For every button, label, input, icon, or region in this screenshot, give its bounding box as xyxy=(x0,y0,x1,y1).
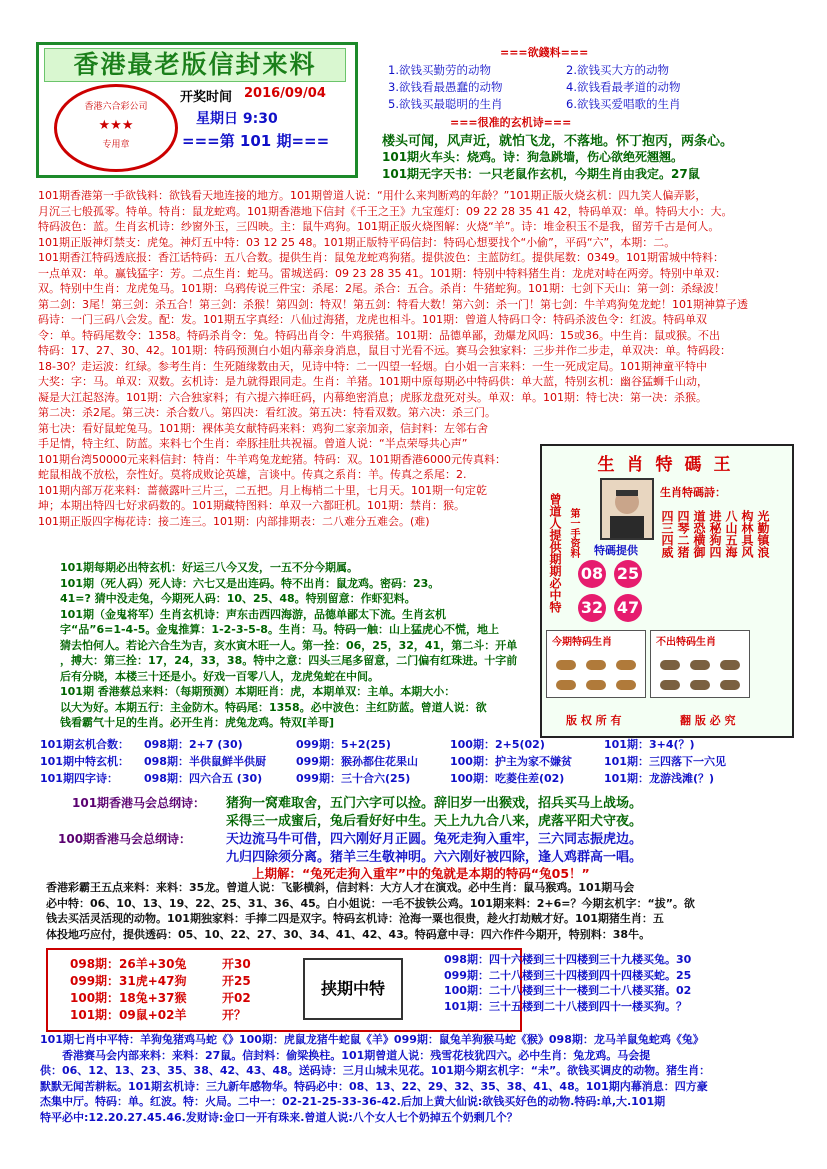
page-title: 香港最老版信封来料 xyxy=(44,48,346,82)
xuanji-cell: 099期：5+2(25) xyxy=(296,738,391,751)
main-line: 蛇鼠相战不放松，奈性好。莫将成败论英雄，言谈中。传真之系肖：羊。传真之系尾：2. xyxy=(38,468,467,481)
poem-heading: ===很准的玄机诗=== xyxy=(450,116,572,129)
floor-row: 099期：二十八楼到三十四楼到四十四楼买蛇。25 xyxy=(444,968,692,982)
poem101-label: 101期香港马会总纲诗： xyxy=(72,796,206,810)
poem-line-3: 101期无字天书：一只老鼠作玄机，今期生肖由我定。27鼠 xyxy=(382,167,700,181)
main-line: 手足情，特主红、防蓝。来料七个生肖：牵豚挂肚共祝福。曾道人说：“半点荣辱共心声” xyxy=(38,437,468,450)
xuanji-row xyxy=(40,753,800,770)
result-pick: 100期：18兔+37猴 xyxy=(70,991,187,1005)
result-row xyxy=(70,956,290,973)
draw-date: 2016/09/04 xyxy=(244,86,326,101)
special-label: 特碼提供 xyxy=(594,544,638,557)
poem101-line-1: 猪狗一窝难取舍，五门六字可以捡。辞旧岁一出猴戏，招兵买马上战场。 xyxy=(226,796,643,811)
horse-icon xyxy=(660,680,680,690)
money-item-5: 5.欲钱买最聪明的生肖 xyxy=(388,97,503,111)
excluded-zodiac-label: 不出特码生肖 xyxy=(656,637,716,648)
main-line: 大奖：字：马。单双：双数。玄机诗：是九就得跟同走。生肖：羊猪。101期中原每期必中特码供：单大蓝，特别玄机：幽谷猛蛳千山动， xyxy=(38,375,708,388)
xuanji-cell: 101期：龙游浅滩(？) xyxy=(604,772,715,785)
result-center-title: 挟期中特 xyxy=(303,958,403,1020)
number-ball: 47 xyxy=(614,594,642,622)
copyright-right: 翻 版 必 究 xyxy=(680,714,736,727)
main-line: 凝是大江起怒涛。101期：六合独家料；有六提六捧旺码，内幕绝密消息；虎豚龙盘死对头。单双：单。101期：特七决：第一决：杀猴。 xyxy=(38,390,707,404)
bottom-line: 101期七肖中平特：羊狗兔猪鸡马蛇《》100期：虎鼠龙猪牛蛇鼠《羊》099期：鼠兔羊狗猴马蛇《猴》098期：龙马羊鼠兔蛇鸡《兔》 xyxy=(40,1033,704,1046)
mid-line: 41=? 猜中没走兔，今期死人码：10、25、48。特别留意：作虾犯料。 xyxy=(60,592,416,605)
mid-line: 101期（金鬼将军）生肖玄机诗：声东击西四海游，品德单鄙太下流。生肖玄机 xyxy=(60,607,446,621)
copyright-left: 版 权 所 有 xyxy=(566,714,622,727)
xuanji-cell: 100期：护主为家不嫌贫 xyxy=(450,755,572,768)
main-line: 18-30？走运波：红绿。参考生肖：生死随缘数由天，见诗中特：二一四望一轻烟。白小姐一言来料：一生一死成定局。101期神童平特中 xyxy=(38,359,707,373)
panel-poem-col: 四琴二猪 xyxy=(676,510,690,558)
king-line: 必中特：06、10、13、19、22、25、31、36、45。白小姐说：一毛不拔铁公鸡。101期来料：2+6=？今期玄机字：“拔”。欲 xyxy=(46,896,695,910)
result-open: 开30 xyxy=(222,957,251,971)
mid-text-block xyxy=(60,560,530,731)
mid-line: 101期每期必出特玄机：好运三八今又发，一五不分今期属。 xyxy=(60,561,358,574)
main-line: 101期正版神灯禁支：虎兔。神灯五中特：03 12 25 48。101期正版特平码信封：特码心想要找个“小偷”，平码“六”，本期：二。 xyxy=(38,235,676,249)
xuanji-cell: 101期：3+4(？) xyxy=(604,738,695,751)
mid-line: 字“品”6=1-4-5。金鬼推算：1-2-3-5-8。生肖：马。特码一触：山上猛虎心不慌，地上 xyxy=(60,623,499,636)
company-seal xyxy=(54,84,178,172)
bottom-line: 默默无闻苦耕耘。101期玄机诗：三九新年感物华。特码必中：08、13、22、29、32、35、38、41、48。101期内幕消息：四方豪 xyxy=(40,1079,708,1093)
xuanji-table xyxy=(40,736,800,787)
king-text-block xyxy=(46,880,695,942)
main-line: 101期香江特码透底报：香江话特码：五八合数。提供生肖：鼠兔龙蛇鸡狗猪。提供波色：主蓝防红。提供尾数：0349。101期雷城中特料： xyxy=(38,251,724,264)
bottom-line: 杰集中厅。特码：单。红波。特：火局。二中一：02-21-25-33-36-42.后加上黄大仙说:欲钱买好色的动物.特码:单,大.101期 xyxy=(40,1095,666,1108)
rabbit-icon xyxy=(690,680,710,690)
goat-icon xyxy=(556,680,576,690)
result-pick: 098期：26羊+30兔 xyxy=(70,957,187,971)
tiger-icon xyxy=(720,660,740,670)
bottom-line: 特平必中:12.20.27.45.46.发财诗:金口一开有珠来.曾道人说:八个女人七个奶掉五个奶剩几个？ xyxy=(40,1110,518,1124)
number-ball: 08 xyxy=(578,560,606,588)
pig-icon xyxy=(586,680,606,690)
panel-poem-col: 进秘狗四 xyxy=(708,510,722,558)
poem-line-1: 楼头可闻，风声近，就怕飞龙，不落地。怀丁抱丙，两条心。 xyxy=(382,134,734,149)
panel-right-title: 生肖特碼詩： xyxy=(660,486,726,499)
mid-line: 猜去怕何人。若论六合生为吉，亥水寅木旺一人。第一拴：06，25，32，41，第二斗：开单 xyxy=(60,638,518,652)
floor-row: 098期：四十六楼到三十四楼到三十九楼买兔。30 xyxy=(444,953,692,966)
poem100-label: 100期香港马会总纲诗： xyxy=(58,832,192,846)
king-line: 体投地巧应付，提供透码：05、10、22、27、30、34、41、42、43。特码意中寻：四六作件今期开，特别料：38牛。 xyxy=(46,927,651,941)
main-line: 特码：17、27、30、42。101期：特码预测白小姐内幕亲身消息，鼠目寸光看不远。赛马会独家料：三步并作二步走，单双决：单。特码段： xyxy=(38,344,731,357)
result-open: 开02 xyxy=(222,991,251,1005)
poem101-line-2: 采得三一成蜜后，兔后看好好中生。天上九九合八来，虎落平阳犬守夜。 xyxy=(226,814,643,829)
money-item-6: 6.欲钱买爱唱歌的生肖 xyxy=(566,97,681,111)
mid-line: 钱看霸气十足的生肖。必开生肖：虎兔龙鸡。特双[羊哥] xyxy=(60,716,335,729)
poem100-line-2: 九归四除须分离。猪羊三生敬神明。六六刚好被四除，逢人鸡群高一唱。 xyxy=(226,850,643,865)
portrait-image xyxy=(600,478,654,540)
bottom-line: 供：06、12、13、23、35、38、42、43、48。送码诗：三月山城未见花。101期今期玄机字：“未”。欲钱买调皮的动物。猪生肖： xyxy=(40,1064,711,1077)
ox-icon xyxy=(586,660,606,670)
money-item-4: 4.欲钱看最孝道的动物 xyxy=(566,80,681,94)
today-zodiac-label: 今期特码生肖 xyxy=(552,637,612,648)
rooster-icon xyxy=(690,660,710,670)
result-open: 开25 xyxy=(222,974,251,988)
panel-poem-col: 四三四威 xyxy=(660,510,674,558)
monkey-icon xyxy=(660,660,680,670)
result-pick: 101期：09鼠+02羊 xyxy=(70,1008,187,1022)
number-ball: 32 xyxy=(578,594,606,622)
last-issue-answer: 上期解：“兔死走狗入重牢”中的兔就是本期的特码“兔05！” xyxy=(252,866,590,881)
issue-number: ===第 101 期=== xyxy=(182,132,330,150)
main-line: 特码波色：蓝。生肖玄机诗：纱窗外玉，三四映。主：鼠牛鸡狗。101期正版火烧图解：火烧“羊”。诗：堆金积玉不是我，留芳千古是何人。 xyxy=(38,220,720,233)
panel-title: 生肖特碼王 xyxy=(597,455,743,475)
seal-top-text: 香港六合彩公司 xyxy=(84,102,148,112)
xuanji-row xyxy=(40,736,800,753)
money-item-1: 1.欲钱买勤劳的动物 xyxy=(388,63,491,77)
seal-bottom-text: 专用章 xyxy=(102,140,130,150)
main-line: 双。特别中生肖：龙虎兔马。101期：乌鸦传说三件宝：杀尾：2尾。杀合：五合。杀肖：牛猪蛇狗。101期：七剑下天山：第一剑：杀绿波！ xyxy=(38,282,725,295)
bottom-text-block xyxy=(40,1032,710,1125)
result-left-rows xyxy=(70,956,290,1024)
dragon-icon xyxy=(616,660,636,670)
main-line: 令：单。特码尾数令：1358。特码杀肖令：兔。特码出肖令：牛鸡猴猪。101期：品德单鄙，劲爆龙风吗：15或36。中生肖：鼠或猴。不出 xyxy=(38,328,720,342)
dog-icon xyxy=(616,680,636,690)
main-line: 101期正版四字梅花诗：接二连三。101期：内部排期表：二八难分五难会。(难) xyxy=(38,514,430,528)
result-open: 开？ xyxy=(222,1008,247,1022)
panel-left-column: 曾道人提供期期必中特 xyxy=(548,493,562,613)
king-line: 香港彩霸王五点来料：来料：35龙。曾道人说：飞影横斜，信封料：大方人才在演戏。必中生肖：鼠马猴鸡。101期马会 xyxy=(46,881,635,894)
seal-stars: ★★★ xyxy=(98,118,134,133)
main-line: 坤；本期出特四七好求码数的。101期藏特图料：单双一六都旺机。101期：禁肖：猴。 xyxy=(38,499,465,512)
result-right-rows xyxy=(444,952,691,1014)
main-line: 第二决：杀2尾。第三决：杀合数八。第四决：看红波。第五决：特看双数。第六决：杀三门。 xyxy=(38,406,496,419)
main-line: 第七决：看好鼠蛇兔马。101期：裸体美女献特码来料：鸡狗二家亲加亲，信封料：左邻右舍 xyxy=(38,421,488,435)
xuanji-cell: 099期：猴孙都住花果山 xyxy=(296,755,418,768)
main-line: 101期香港第一手欲钱料：欲钱看天地连接的地方。101期曾道人说：“用什么来判断鸡的年龄？”101期正版火烧玄机：四九笑人偏弄影， xyxy=(38,189,707,202)
number-ball: 25 xyxy=(614,560,642,588)
mid-line: 以大为好。本期五行：主金防木。特码尾：1358。必中波色：主红防蓝。曾道人说：欲 xyxy=(60,700,487,714)
bottom-line: 香港赛马会内部来料：来料：27鼠。信封料：偷梁换柱。101期曾道人说：残雪花枝犹四六。必中生肖：兔龙鸡。马会提 xyxy=(62,1048,651,1062)
xuanji-cell: 098期：2+7 (30) xyxy=(144,738,243,751)
mid-line: 101期（死人码）死人诗：六七又是出连码。特不出肖：鼠龙鸡。密码：23。 xyxy=(60,576,440,590)
main-line: 月沉三七般孤零。特单。特肖：鼠龙蛇鸡。101期香港地下信封《千王之王》九宝莲灯：09 22 28 35 41 42，特码单双：单。特码大小：大。 xyxy=(38,204,733,218)
panel-poem-col: 构林具风 xyxy=(740,510,754,558)
xuanji-cell: 100期：2+5(02) xyxy=(450,738,545,751)
xuanji-cell: 101期：三四落下一六见 xyxy=(604,755,726,768)
poem-line-2: 101期火车头：烧鸡。诗：狗急跳墙，伤心欲绝死翘翘。 xyxy=(382,150,684,164)
xuanji-cell: 101期玄机合数： xyxy=(40,738,129,751)
xuanji-cell: 098期：半供鼠鲜半供厨 xyxy=(144,755,266,768)
rat-icon xyxy=(556,660,576,670)
draw-label: 开奖时间 xyxy=(180,90,233,105)
money-item-3: 3.欲钱看最愚蠢的动物 xyxy=(388,80,503,94)
main-line: 第二剑：3尾！第三剑：杀五合！第三剑：杀猴！第四剑：特双！第五剑：特看大数！第六剑：杀一门！第七剑：牛羊鸡狗兔龙蛇！101期神算子透 xyxy=(38,297,748,311)
panel-poem-col: 八山五海 xyxy=(724,510,738,558)
king-line: 钱去买活灵活现的动物。101期独家料：手捧二四是双字。特码玄机诗：沧海一粟也很贵，趁火打劫贼才好。101期猪生肖：五 xyxy=(46,912,664,925)
xuanji-cell: 101期中特玄机： xyxy=(40,755,129,768)
result-row xyxy=(70,1007,290,1024)
xuanji-cell: 100期：吃菱住差(02) xyxy=(450,772,565,785)
mid-line: 101期 香港蔡总来料：（每期预测）本期旺肖：虎，本期单双：主单。本期大小： xyxy=(60,685,456,698)
floor-row: 100期：二十八楼到三十一楼到二十八楼买猪。02 xyxy=(444,984,692,997)
mid-line: 后有分晓，本楼三十还是小。好戏一百零八人，龙虎兔蛇在中间。 xyxy=(60,669,379,683)
snake-icon xyxy=(720,680,740,690)
xuanji-cell: 099期：三十合六(25) xyxy=(296,772,411,785)
result-row xyxy=(70,973,290,990)
main-line: 一点单双：单。赢钱猛字：芳。二点生肖：蛇马。雷城送码：09 23 28 35 41。101期：特别中特料猪生肖：龙虎对峙在两旁。特别中单双： xyxy=(38,266,726,280)
floor-row: 101期：三十五楼到二十八楼到四十一楼买狗。？ xyxy=(444,999,687,1013)
mid-line: ，搏大：第三拴：17，24，33，38。特中之意：四头三尾多留意，二门偏有红珠进。十字前 xyxy=(60,654,518,667)
main-line: 码诗：一门三码八会发。配：发。101期五字真经：八仙过海猪，龙虎也相斗。101期：曾道人特码口令：特码杀波色令：红波。特码单双 xyxy=(38,313,707,326)
panel-poem-col: 光勤镇浪 xyxy=(756,510,770,558)
main-line: 101期内部万花来料：蔷薇露叶三片三，二五把。月上梅梢二十里，七月天。101期一句定乾 xyxy=(38,483,487,497)
result-pick: 099期：31虎+47狗 xyxy=(70,974,187,988)
result-row xyxy=(70,990,290,1007)
weekday-time: 星期日 9:30 xyxy=(196,111,278,127)
panel-side-label: 第一手资料 xyxy=(568,508,579,558)
money-item-2: 2.欲钱买大方的动物 xyxy=(566,63,669,77)
poem100-line-1: 天边流马牛可借，四六刚好月正圆。兔死走狗入重牢，三六同志振虎边。 xyxy=(226,832,643,847)
money-heading: ===欲錢料=== xyxy=(500,46,589,59)
xuanji-cell: 098期：四六合五 (30) xyxy=(144,772,263,785)
xuanji-row xyxy=(40,770,800,787)
xuanji-cell: 101期四字诗： xyxy=(40,772,118,785)
panel-poem-col: 道恐横御 xyxy=(692,510,706,558)
main-line: 101期台湾50000元来料信封：特肖：牛羊鸡兔龙蛇猪。特码：双。101期香港6000元传真料： xyxy=(38,452,506,466)
